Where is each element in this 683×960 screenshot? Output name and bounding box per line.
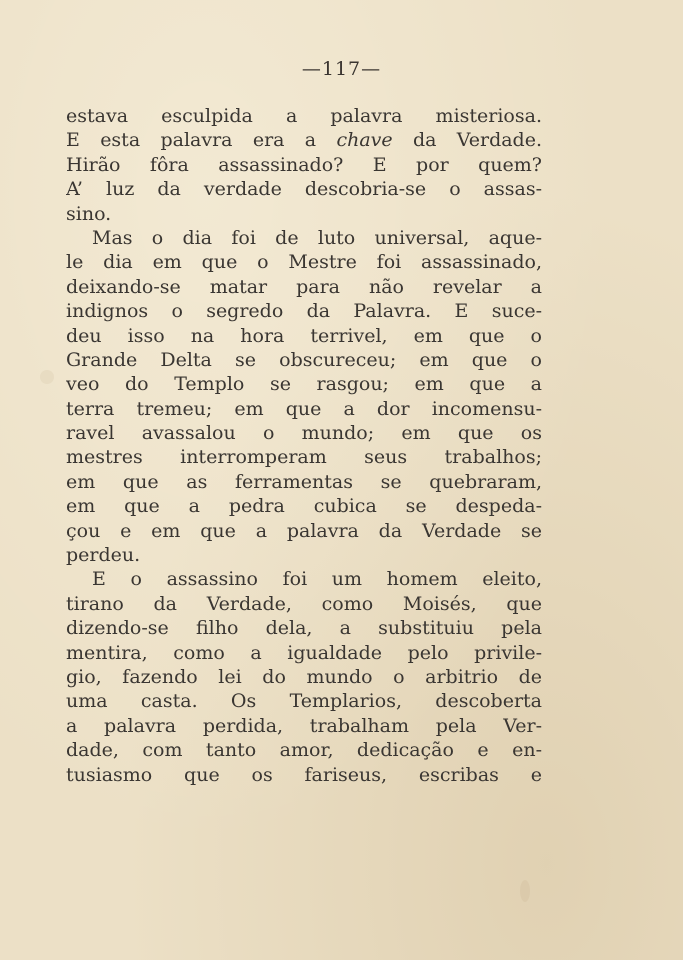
text-line: veo do Templo se rasgou; em que a: [66, 373, 542, 396]
paper-stain: [520, 880, 530, 902]
text-line: a palavra perdida, trabalham pela Ver-: [66, 714, 542, 737]
text-line: deu isso na hora terrivel, em que o: [66, 324, 542, 347]
text-line: perdeu.: [66, 544, 141, 567]
text-line: estava esculpida a palavra misteriosa.: [66, 105, 542, 127]
text-line: tusiasmo que os fariseus, escribas e: [66, 763, 542, 786]
emphasized-word: chave: [336, 129, 393, 152]
text-line: ravel avassalou o mundo; em que os: [66, 422, 542, 445]
text-line: dade, com tanto amor, dedicação e en-: [66, 739, 542, 762]
text-line: terra tremeu; em que a dor incomensu-: [66, 397, 542, 420]
text-line: Mas o dia foi de luto universal, aque-: [92, 226, 542, 249]
text-line: tirano da Verdade, como Moisés, que: [66, 592, 542, 615]
text-line: çou e em que a palavra da Verdade se: [66, 519, 542, 542]
text-line: Hirão fôra assassinado? E por quem?: [66, 153, 542, 176]
text-line: E o assassino foi um homem eleito,: [92, 568, 542, 591]
paper-stain: [40, 370, 54, 384]
text-line: mestres interromperam seus trabalhos;: [66, 446, 542, 469]
text-line: deixando-se matar para não revelar a: [66, 275, 542, 298]
text-line: gio, fazendo lei do mundo o arbitrio de: [66, 665, 542, 688]
text-line: uma casta. Os Templarios, descoberta: [66, 690, 542, 713]
text-line: sino.: [66, 202, 112, 225]
text-line: Grande Delta se obscureceu; em que o: [66, 348, 542, 371]
text-line: dizendo-se filho dela, a substituiu pela: [66, 617, 542, 640]
text-line: indignos o segredo da Palavra. E suce-: [66, 300, 542, 323]
text-line: mentira, como a igualdade pelo privile-: [66, 641, 542, 664]
text-line: em que as ferramentas se quebraram,: [66, 470, 542, 493]
text-line: E esta palavra era a chave da Verdade.: [66, 129, 542, 152]
text-line: le dia em que o Mestre foi assassinado,: [66, 251, 542, 274]
text-line: A’ luz da verdade descobria-se o assas-: [66, 178, 542, 201]
body-text: [66, 104, 542, 787]
text-line: em que a pedra cubica se despeda-: [66, 495, 542, 518]
page-number: —117—: [301, 58, 382, 80]
